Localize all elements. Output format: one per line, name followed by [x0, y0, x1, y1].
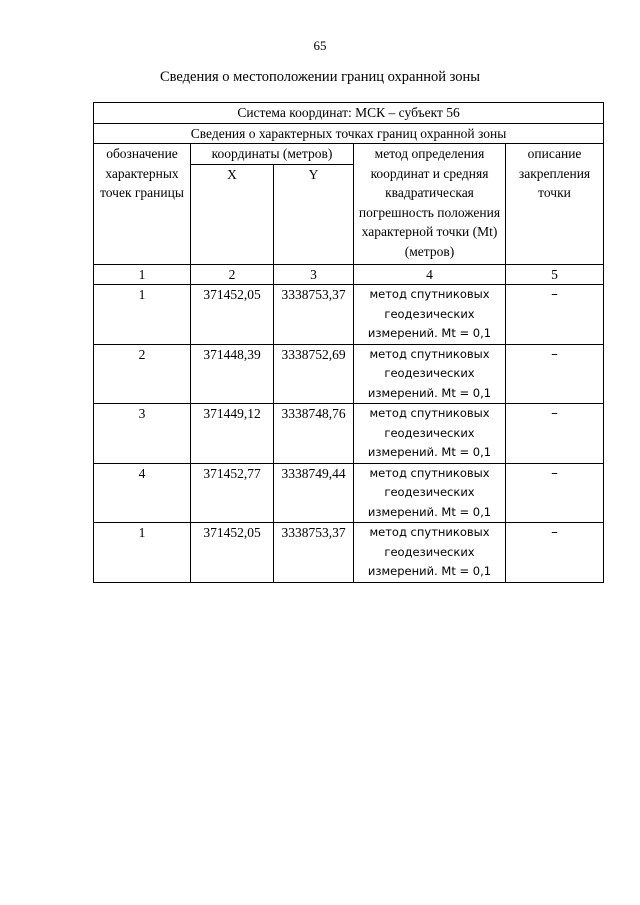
method-cell: метод спутниковых геодезических измерений. Mt = 0,1	[354, 285, 506, 345]
header-coordinates: координаты (метров)	[191, 144, 354, 165]
x-cell: 371452,77	[191, 463, 274, 523]
points-info-row	[94, 123, 604, 144]
table-row	[94, 404, 604, 464]
header-row-1	[94, 144, 604, 165]
table-row	[94, 344, 604, 404]
coordinate-system-cell: Система координат: МСК – субъект 56	[94, 103, 604, 124]
y-cell: 3338752,69	[274, 344, 354, 404]
method-cell: метод спутниковых геодезических измерений. Mt = 0,1	[354, 463, 506, 523]
header-x: X	[191, 164, 274, 264]
point-cell: 1	[94, 285, 191, 345]
column-number: 3	[274, 264, 354, 285]
description-cell: –	[506, 285, 604, 345]
description-cell: –	[506, 523, 604, 583]
column-number: 1	[94, 264, 191, 285]
x-cell: 371449,12	[191, 404, 274, 464]
boundary-points-table	[93, 102, 604, 583]
coordinate-system-row	[94, 103, 604, 124]
y-cell: 3338753,37	[274, 285, 354, 345]
points-info-cell: Сведения о характерных точках границ охранной зоны	[94, 123, 604, 144]
y-cell: 3338749,44	[274, 463, 354, 523]
method-cell: метод спутниковых геодезических измерений. Mt = 0,1	[354, 344, 506, 404]
description-cell: –	[506, 463, 604, 523]
x-cell: 371448,39	[191, 344, 274, 404]
header-description: описание закрепления точки	[506, 144, 604, 265]
header-y: Y	[274, 164, 354, 264]
x-cell: 371452,05	[191, 523, 274, 583]
column-number: 4	[354, 264, 506, 285]
page-number: 65	[313, 38, 327, 53]
method-cell: метод спутниковых геодезических измерений. Mt = 0,1	[354, 404, 506, 464]
header-designation: обозначение характерных точек границы	[94, 144, 191, 265]
point-cell: 1	[94, 523, 191, 583]
table-row	[94, 285, 604, 345]
y-cell: 3338753,37	[274, 523, 354, 583]
column-numbers-row	[94, 264, 604, 285]
header-method: метод определения координат и средняя квадратическая погрешность положения характерной точки (Mt) (метров)	[354, 144, 506, 265]
point-cell: 3	[94, 404, 191, 464]
point-cell: 4	[94, 463, 191, 523]
column-number: 5	[506, 264, 604, 285]
column-number: 2	[191, 264, 274, 285]
table-row	[94, 523, 604, 583]
point-cell: 2	[94, 344, 191, 404]
description-cell: –	[506, 404, 604, 464]
x-cell: 371452,05	[191, 285, 274, 345]
description-cell: –	[506, 344, 604, 404]
document-title: Сведения о местоположении границ охранной зоны	[159, 69, 480, 85]
y-cell: 3338748,76	[274, 404, 354, 464]
method-cell: метод спутниковых геодезических измерений. Mt = 0,1	[354, 523, 506, 583]
table-row	[94, 463, 604, 523]
